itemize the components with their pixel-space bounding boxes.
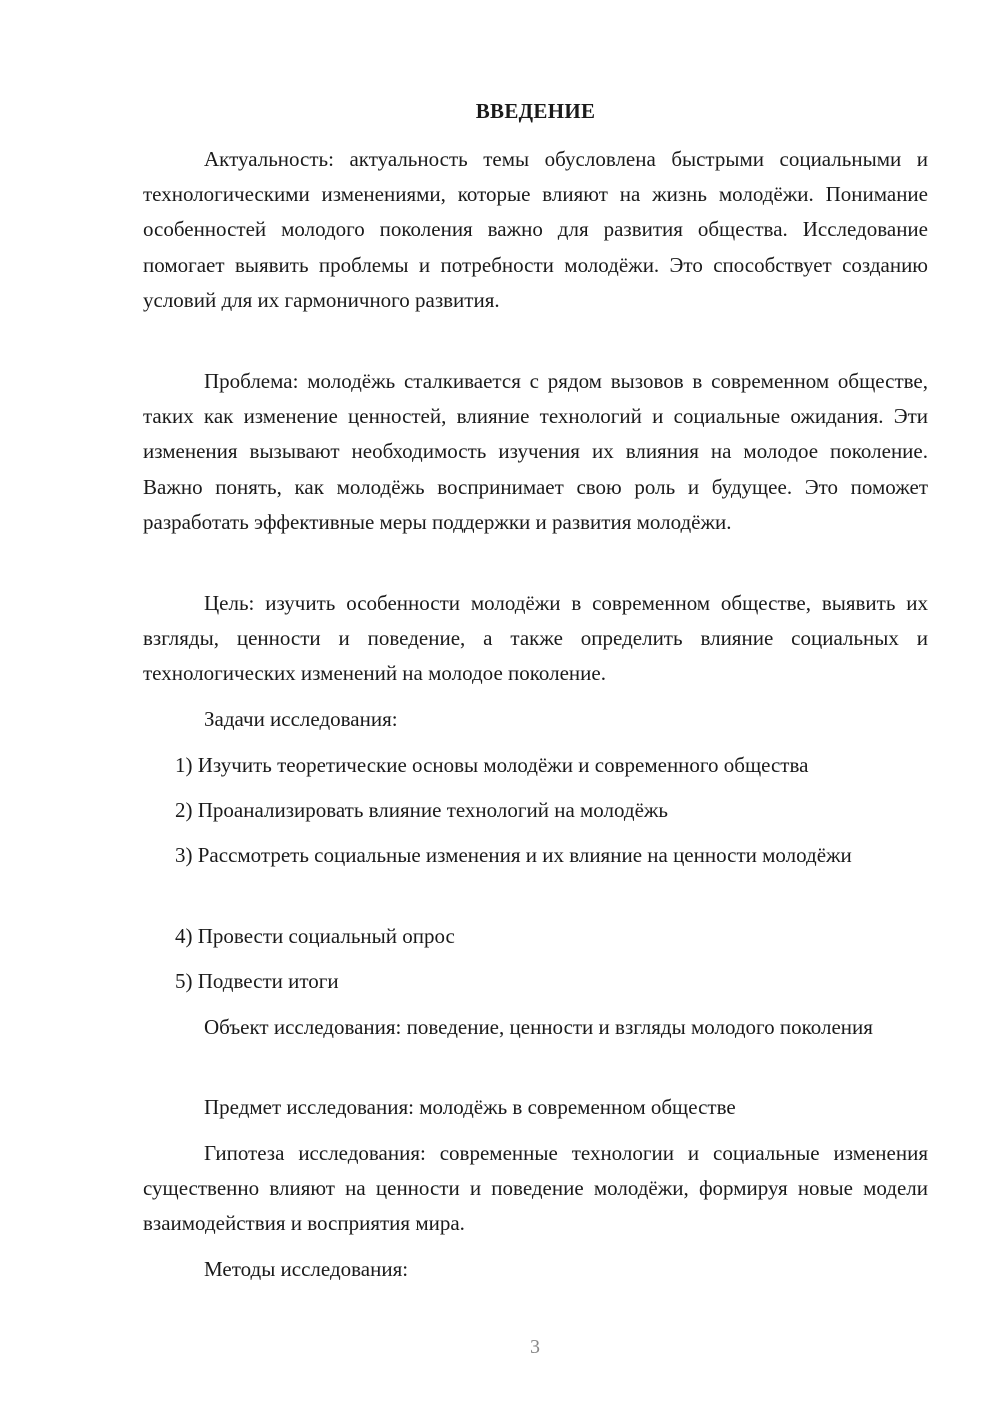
tasks-heading: Задачи исследования: [204, 707, 398, 731]
task-item-5: 5) Подвести итоги [175, 969, 339, 993]
section-title: ВВЕДЕНИЕ [475, 99, 596, 123]
task-item-1: 1) Изучить теоретические основы молодёжи и современного общества [175, 753, 809, 777]
paragraph-object: Объект исследования: поведение, ценности и взгляды молодого поколения [204, 1015, 873, 1039]
task-item-3: 3) Рассмотреть социальные изменения и их влияние на ценности молодёжи [175, 843, 852, 867]
paragraph-subject: Предмет исследования: молодёжь в современном обществе [204, 1095, 736, 1119]
paragraph-problem: Проблема: молодёжь сталкивается с рядом вызовов в современном обществе, таких как изменение ценностей, влияние технологий и социальные ожидания. Эти изменения вызывают необходимость изучения их влияния на молодое поколение. Важно понять, как молодёжь воспринимает свою роль и будущее. Это поможет разработать эффективные меры поддержки и развития молодёжи. [143, 369, 928, 534]
methods-heading: Методы исследования: [204, 1257, 409, 1281]
paragraph-goal: Цель: изучить особенности молодёжи в современном обществе, выявить их взгляды, ценности и поведение, а также определить влияние социальных и технологических изменений на молодое поколение. [143, 591, 928, 686]
paragraph-hypothesis: Гипотеза исследования: современные технологии и социальные изменения существенно влияют на ценности и поведение молодёжи, формируя новые модели взаимодействия и восприятия мира. [143, 1141, 928, 1236]
paragraph-actuality: Актуальность: актуальность темы обусловлена быстрыми социальными и технологическими изменениями, которые влияют на жизнь молодёжи. Понимание особенностей молодого поколения важно для развития общества. Исследование помогает выявить проблемы и потребности молодёжи. Это способствует созданию условий для их гармоничного развития. [143, 147, 928, 312]
task-item-4: 4) Провести социальный опрос [175, 924, 455, 948]
task-item-2: 2) Проанализировать влияние технологий на молодёжь [175, 798, 668, 822]
page-number: 3 [530, 1336, 540, 1358]
